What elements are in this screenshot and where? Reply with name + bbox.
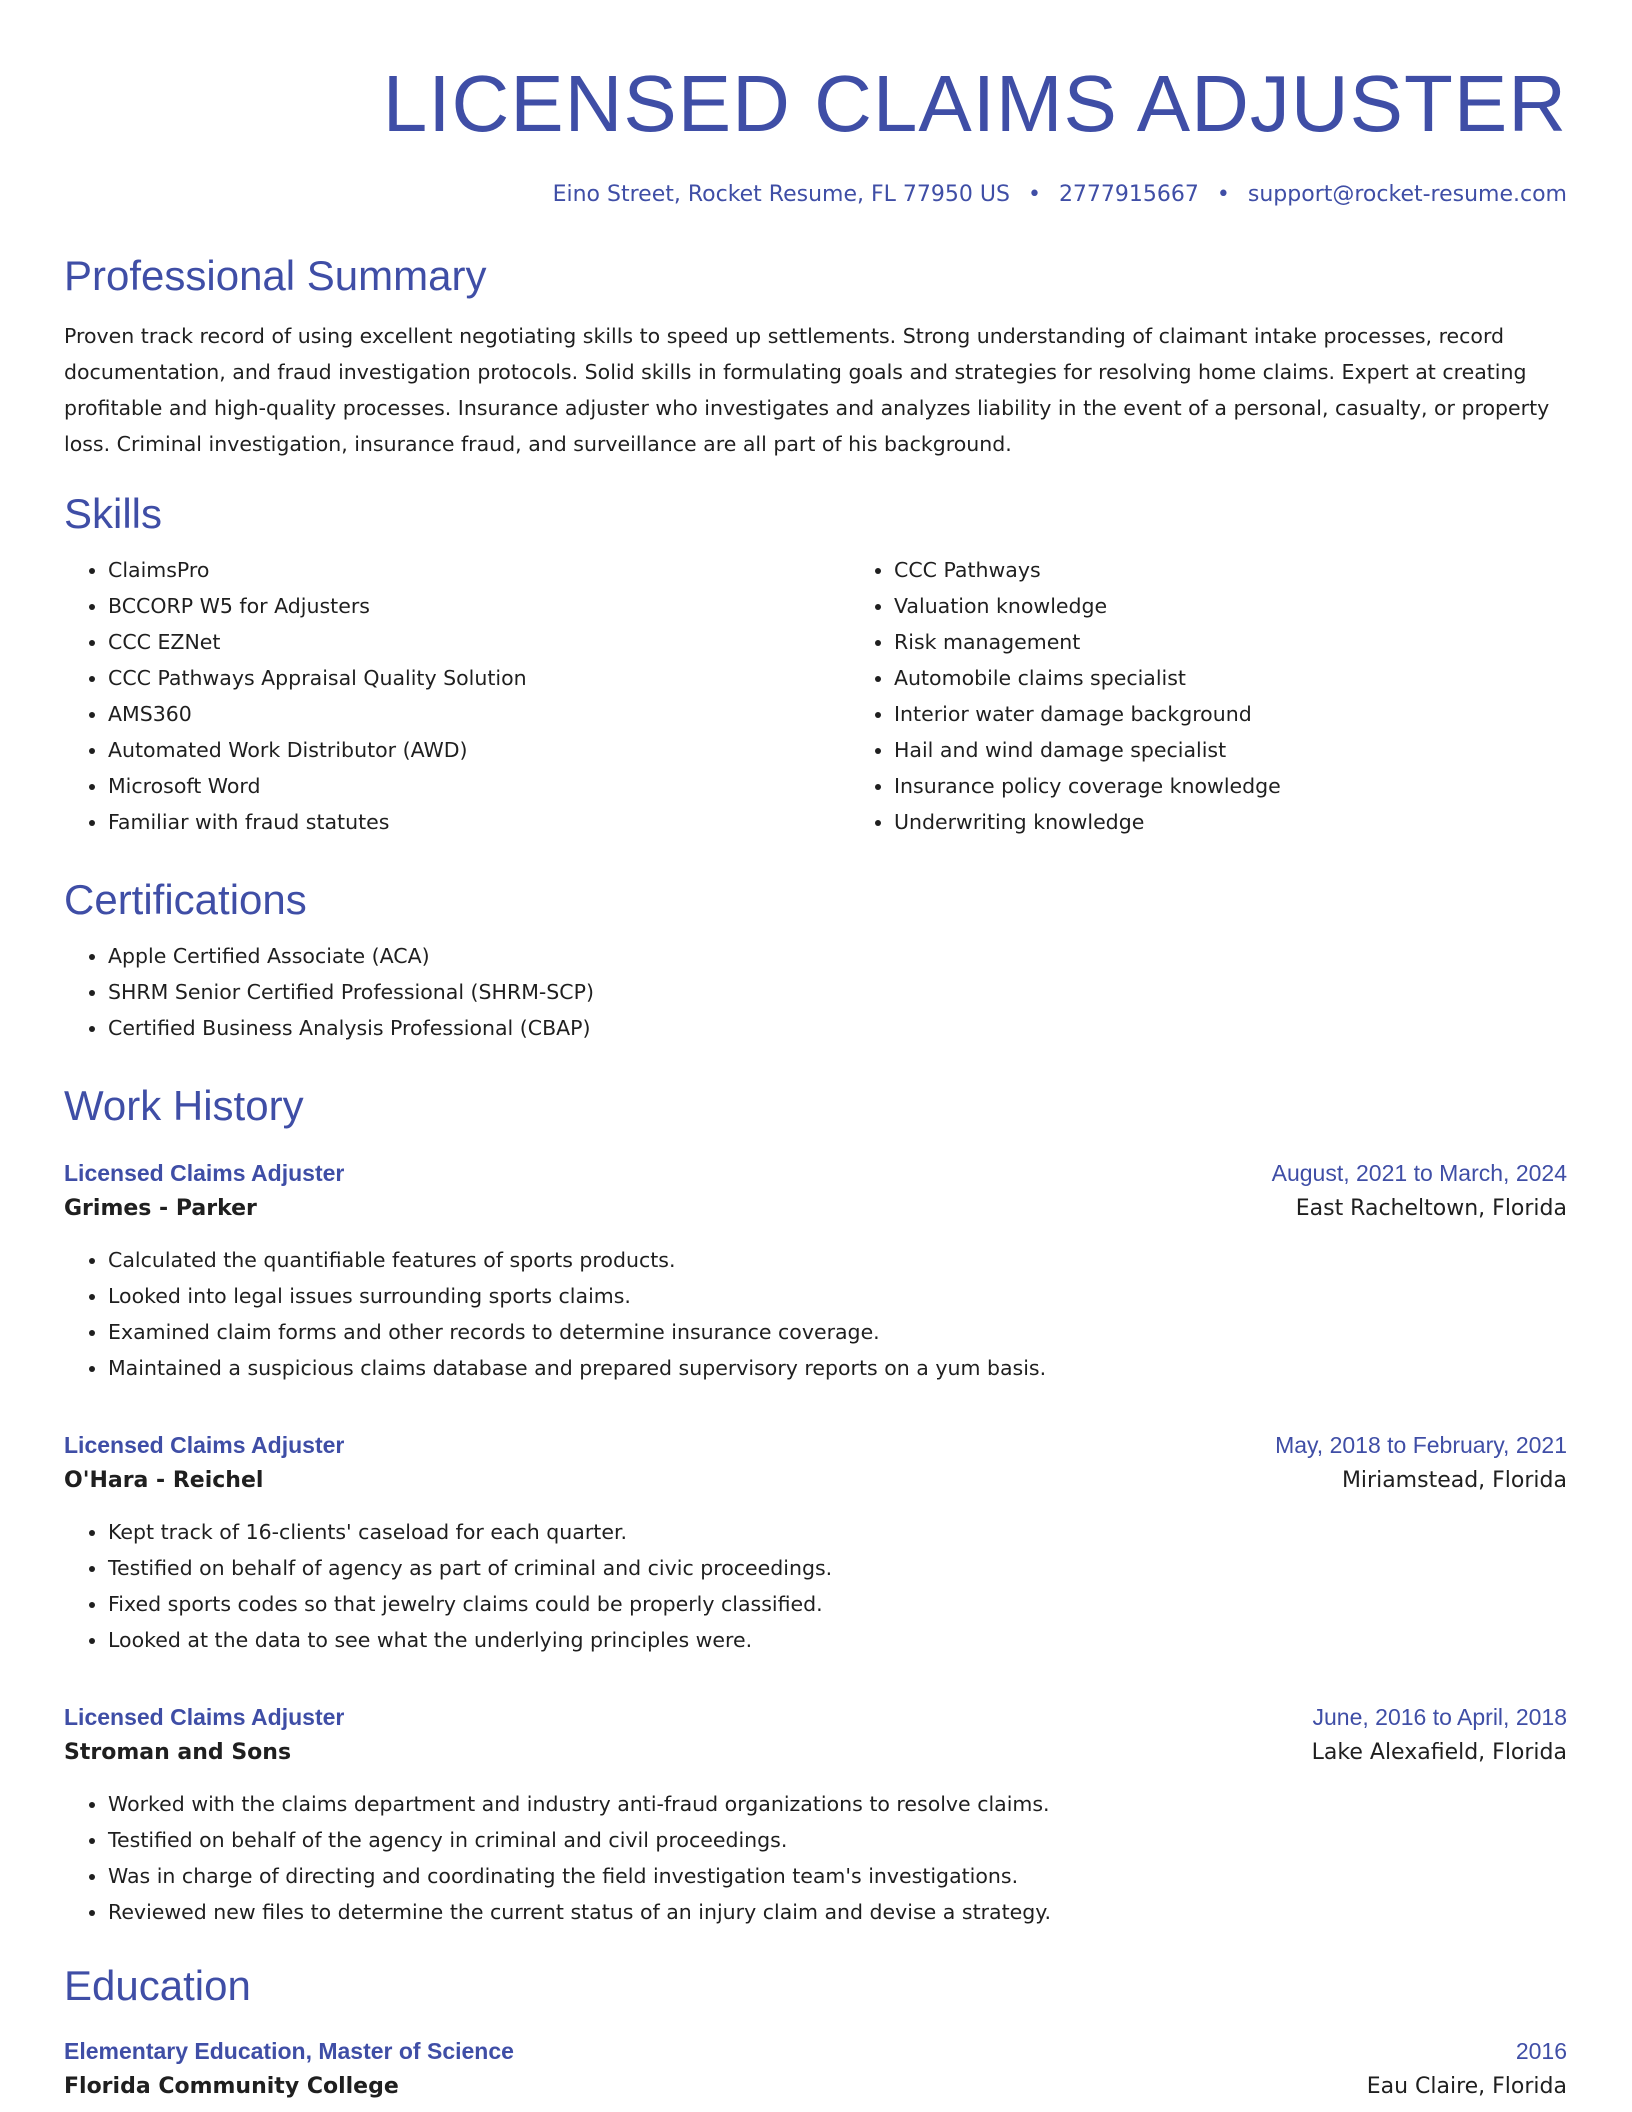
job-dates: June, 2016 to April, 2018 bbox=[1312, 1704, 1567, 1730]
job-bullet: • Kept track of 16-clients' caseload for each quarter. bbox=[108, 1514, 1567, 1550]
skill-item: • Automobile claims specialist bbox=[894, 660, 1567, 696]
skill-item: • CCC EZNet bbox=[108, 624, 850, 660]
job-bullet: • Was in charge of directing and coordinating the field investigation team's investigations. bbox=[108, 1858, 1567, 1894]
education-school: Florida Community College bbox=[64, 2074, 399, 2099]
job-employer: Grimes - Parker bbox=[64, 1196, 257, 1221]
job-bullets bbox=[64, 1514, 1567, 1658]
skill-item: • Interior water damage background bbox=[894, 696, 1567, 732]
job-role: Licensed Claims Adjuster bbox=[64, 1704, 345, 1730]
job-employer-row bbox=[64, 1462, 1567, 1500]
job-bullet: • Looked into legal issues surrounding sports claims. bbox=[108, 1278, 1567, 1314]
job-employer-row bbox=[64, 1190, 1567, 1228]
contact-address: Eino Street, Rocket Resume, FL 77950 US bbox=[552, 182, 1010, 207]
education-location: Eau Claire, Florida bbox=[1366, 2074, 1567, 2099]
skill-item: • Automated Work Distributor (AWD) bbox=[108, 732, 850, 768]
job-header-row bbox=[64, 1428, 1567, 1462]
job-bullet: • Looked at the data to see what the underlying principles were. bbox=[108, 1622, 1567, 1658]
contact-separator: • bbox=[1216, 182, 1230, 207]
job-employer-row bbox=[64, 1734, 1567, 1772]
certification-item: • Certified Business Analysis Professional (CBAP) bbox=[108, 1010, 1567, 1046]
summary-text: Proven track record of using excellent negotiating skills to speed up settlements. Strong understanding of claimant intake processes, record documentation, and fraud investigation protocols. Solid skills in formulating goals and strategies for resolving home claims. Expert at creating profitable and high-quality processes. Insurance adjuster who investigates and analyzes liability in the event of a personal, casualty, or property loss. Criminal investigation, insurance fraud, and surveillance are all part of his background. bbox=[64, 324, 1550, 456]
job-dates: May, 2018 to February, 2021 bbox=[1275, 1432, 1567, 1458]
work-history-heading: Work History bbox=[64, 1082, 304, 1129]
job-location: East Racheltown, Florida bbox=[1295, 1196, 1567, 1221]
job-header-row bbox=[64, 1156, 1567, 1190]
education-year: 2016 bbox=[1515, 2038, 1567, 2064]
job-entry bbox=[64, 1156, 1567, 1386]
education-degree: Elementary Education, Master of Science bbox=[64, 2038, 514, 2064]
resume-page bbox=[64, 0, 1567, 2106]
skills-list-left bbox=[64, 552, 850, 840]
education-header-row bbox=[64, 2034, 1567, 2068]
job-bullet: • Maintained a suspicious claims database and prepared supervisory reports on a yum basis. bbox=[108, 1350, 1567, 1386]
job-bullet: • Calculated the quantifiable features of sports products. bbox=[108, 1242, 1567, 1278]
skill-item: • AMS360 bbox=[108, 696, 850, 732]
contact-phone: 2777915667 bbox=[1058, 182, 1199, 207]
job-bullets bbox=[64, 1786, 1567, 1930]
skill-item: • CCC Pathways Appraisal Quality Solution bbox=[108, 660, 850, 696]
education-heading: Education bbox=[64, 1962, 251, 2009]
job-header-row bbox=[64, 1700, 1567, 1734]
summary-heading: Professional Summary bbox=[64, 252, 487, 299]
job-bullet: • Testified on behalf of agency as part of criminal and civic proceedings. bbox=[108, 1550, 1567, 1586]
education-school-row bbox=[64, 2068, 1567, 2106]
certifications-list bbox=[64, 938, 1567, 1046]
skill-item: • Underwriting knowledge bbox=[894, 804, 1567, 840]
skill-item: • Risk management bbox=[894, 624, 1567, 660]
job-bullet: • Worked with the claims department and industry anti-fraud organizations to resolve claims. bbox=[108, 1786, 1567, 1822]
job-role: Licensed Claims Adjuster bbox=[64, 1432, 345, 1458]
job-employer: Stroman and Sons bbox=[64, 1740, 292, 1765]
skill-item: • Microsoft Word bbox=[108, 768, 850, 804]
job-entry bbox=[64, 1700, 1567, 1930]
education-entry bbox=[64, 2034, 1567, 2106]
contact-separator: • bbox=[1027, 182, 1041, 207]
job-bullets bbox=[64, 1242, 1567, 1386]
resume-title: LICENSED CLAIMS ADJUSTER bbox=[382, 59, 1567, 148]
job-role: Licensed Claims Adjuster bbox=[64, 1160, 345, 1186]
contact-line bbox=[64, 180, 1567, 210]
job-bullet: • Examined claim forms and other records to determine insurance coverage. bbox=[108, 1314, 1567, 1350]
skill-item: • Familiar with fraud statutes bbox=[108, 804, 850, 840]
skills-list-right bbox=[850, 552, 1567, 840]
certification-item: • SHRM Senior Certified Professional (SHRM-SCP) bbox=[108, 974, 1567, 1010]
skill-item: • Hail and wind damage specialist bbox=[894, 732, 1567, 768]
job-dates: August, 2021 to March, 2024 bbox=[1271, 1160, 1567, 1186]
certifications-heading: Certifications bbox=[64, 876, 307, 923]
job-location: Lake Alexafield, Florida bbox=[1311, 1740, 1567, 1765]
skill-item: • CCC Pathways bbox=[894, 552, 1567, 588]
job-bullet: • Testified on behalf of the agency in criminal and civil proceedings. bbox=[108, 1822, 1567, 1858]
skill-item: • ClaimsPro bbox=[108, 552, 850, 588]
job-employer: O'Hara - Reichel bbox=[64, 1468, 264, 1493]
certification-item: • Apple Certified Associate (ACA) bbox=[108, 938, 1567, 974]
skill-item: • BCCORP W5 for Adjusters bbox=[108, 588, 850, 624]
skill-item: • Valuation knowledge bbox=[894, 588, 1567, 624]
skills-heading: Skills bbox=[64, 490, 163, 537]
job-bullet: • Reviewed new files to determine the current status of an injury claim and devise a strategy. bbox=[108, 1894, 1567, 1930]
job-bullet: • Fixed sports codes so that jewelry claims could be properly classified. bbox=[108, 1586, 1567, 1622]
skills-columns bbox=[64, 552, 1567, 840]
contact-email: support@rocket-resume.com bbox=[1247, 182, 1567, 207]
skill-item: • Insurance policy coverage knowledge bbox=[894, 768, 1567, 804]
job-entry bbox=[64, 1428, 1567, 1658]
job-location: Miriamstead, Florida bbox=[1341, 1468, 1567, 1493]
